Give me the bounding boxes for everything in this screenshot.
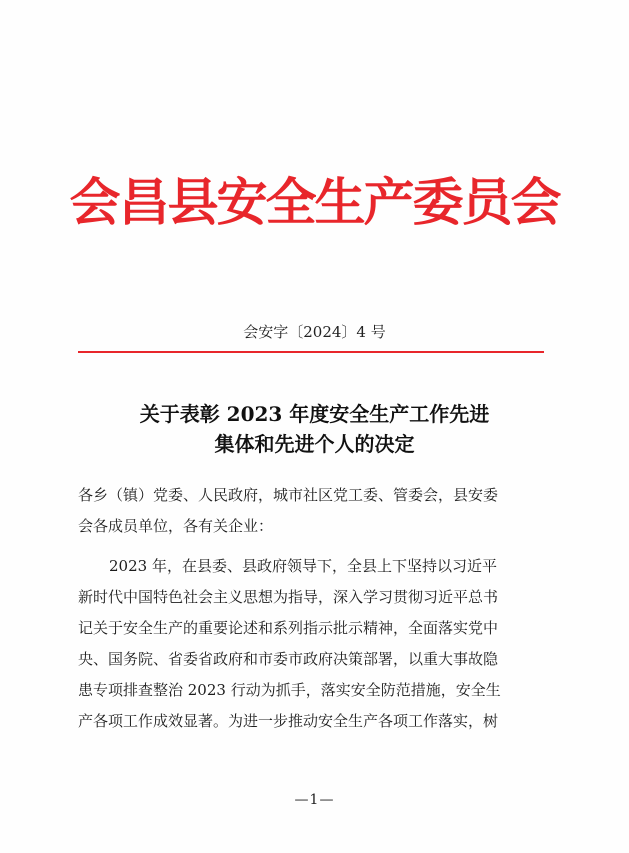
body-line: 央、国务院、省委省政府和市委市政府决策部署，以重大事故隐 <box>78 650 499 668</box>
body-paragraph <box>78 552 548 738</box>
document-number: 会安字〔2024〕4 号 <box>243 323 386 341</box>
body-line: 新时代中国特色社会主义思想为指导，深入学习贯彻习近平总书 <box>78 588 499 606</box>
issuing-organization-header: 会昌县安全生产委员会 <box>69 173 560 233</box>
body-line: 患专项排查整治 2023 行动为抓手，落实安全防范措施，安全生 <box>78 681 501 699</box>
body-line: 2023 年，在县委、县政府领导下，全县上下坚持以习近平 <box>109 557 497 575</box>
red-divider-line <box>78 351 544 353</box>
document-title-line-1: 关于表彰 2023 年度安全生产工作先进 <box>139 402 490 426</box>
document-title-line-2: 集体和先进个人的决定 <box>214 432 415 456</box>
salutation-line-1: 各乡（镇）党委、人民政府，城市社区党工委、管委会，县安委 <box>78 486 499 504</box>
salutation <box>78 481 548 543</box>
page-number: —1— <box>294 792 335 808</box>
salutation-line-2: 会各成员单位，各有关企业： <box>78 517 274 535</box>
body-line: 记关于安全生产的重要论述和系列指示批示精神，全面落实党中 <box>78 619 499 637</box>
body-line: 产各项工作成效显著。为进一步推动安全生产各项工作落实，树 <box>78 712 499 730</box>
